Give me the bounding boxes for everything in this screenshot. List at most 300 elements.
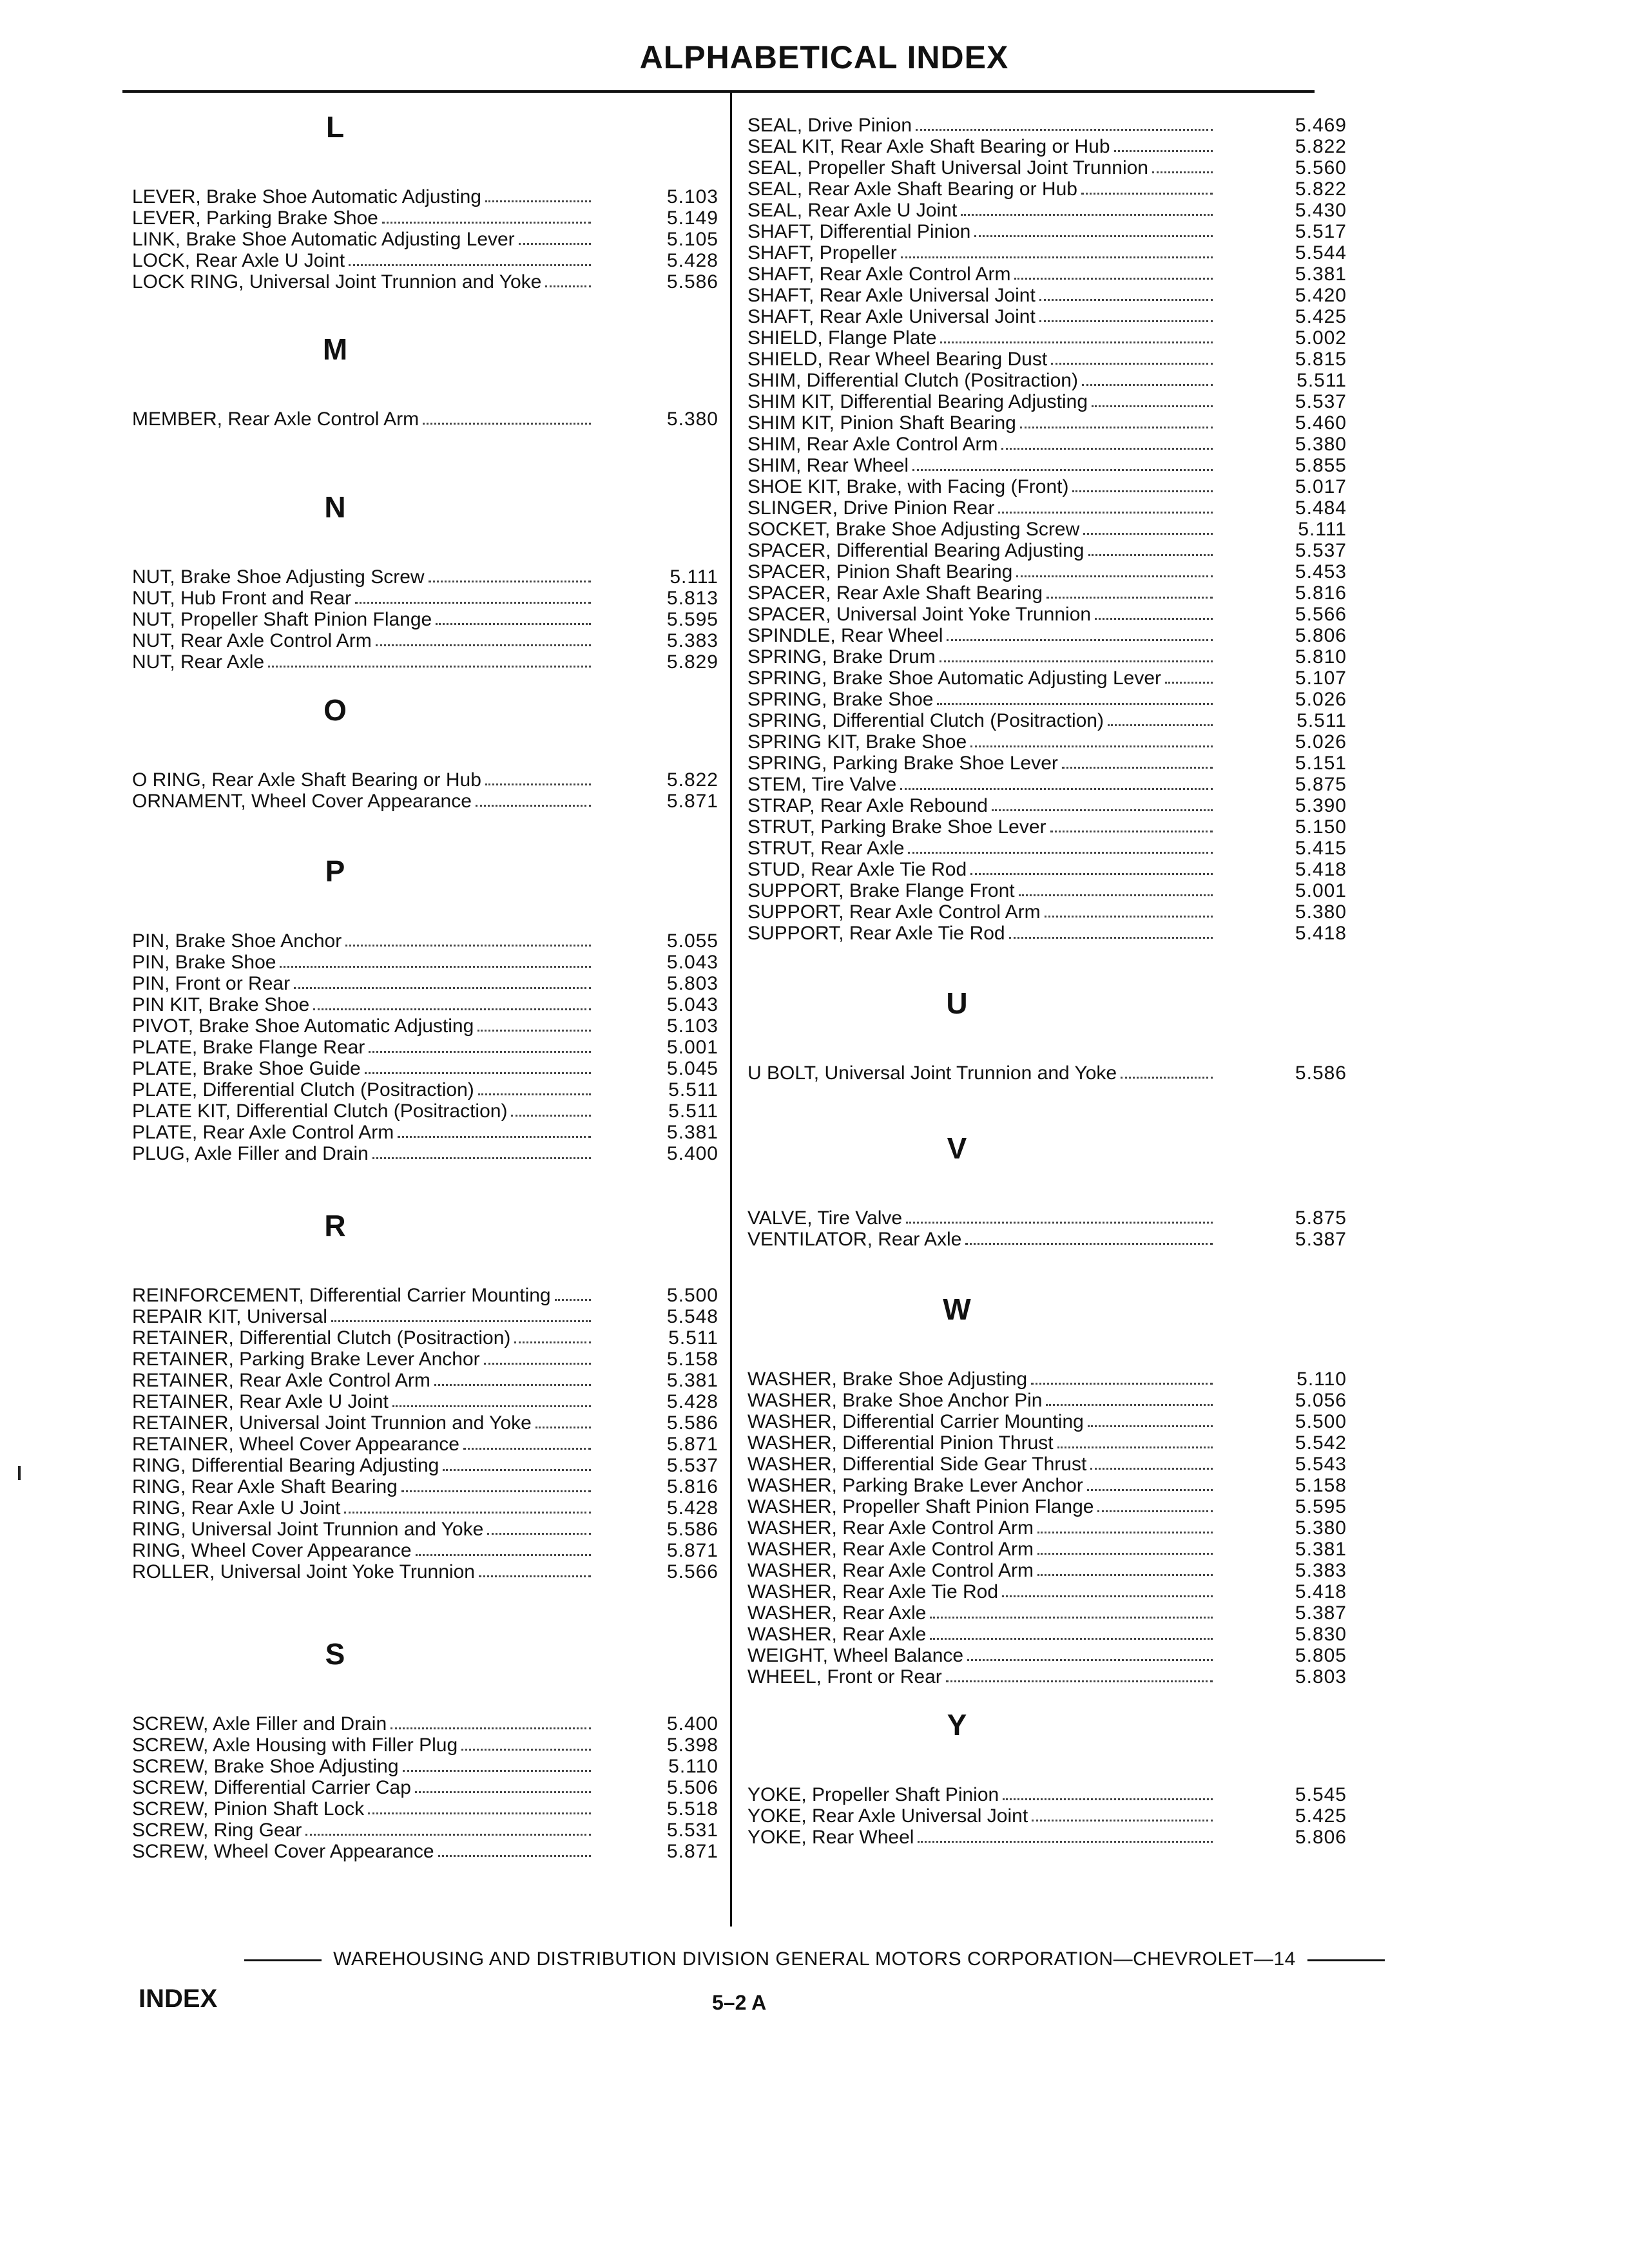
dot-leader xyxy=(403,1770,591,1772)
index-entry xyxy=(747,1207,1353,1229)
entry-page-number: 5.813 xyxy=(666,588,718,609)
entry-name: WASHER, Propeller Shaft Pinion Flange xyxy=(747,1496,1094,1517)
dot-leader xyxy=(1037,1553,1213,1555)
section-letter: S xyxy=(325,1637,345,1671)
dot-leader xyxy=(940,660,1213,662)
entry-name: LOCK RING, Universal Joint Trunnion and Yoke xyxy=(132,271,542,293)
entry-page-number: 5.830 xyxy=(1295,1624,1347,1645)
entry-page-number: 5.829 xyxy=(666,651,718,673)
entry-name: PLATE, Brake Flange Rear xyxy=(132,1037,365,1058)
entry-name: RETAINER, Rear Axle U Joint xyxy=(132,1391,389,1412)
index-entry xyxy=(747,1390,1353,1411)
entry-name: SUPPORT, Brake Flange Front xyxy=(747,880,1015,901)
index-entry xyxy=(747,221,1353,242)
dot-leader xyxy=(1152,171,1213,173)
entry-name: SPACER, Rear Axle Shaft Bearing xyxy=(747,582,1043,604)
entry-page-number: 5.390 xyxy=(1295,795,1347,816)
index-entry xyxy=(132,630,725,651)
entry-name: SCREW, Wheel Cover Appearance xyxy=(132,1841,434,1862)
dot-leader xyxy=(1002,1595,1213,1597)
entry-name: SHIM KIT, Pinion Shaft Bearing xyxy=(747,412,1016,434)
dot-leader xyxy=(372,1157,591,1159)
dot-leader xyxy=(545,285,591,287)
entry-page-number: 5.822 xyxy=(666,769,718,791)
entry-page-number: 5.537 xyxy=(666,1455,718,1476)
dot-leader xyxy=(1014,278,1213,280)
dot-leader xyxy=(930,1638,1213,1640)
index-entry xyxy=(132,791,725,812)
dot-leader xyxy=(1090,1468,1213,1470)
entry-page-number: 5.002 xyxy=(1295,327,1347,349)
entry-page-number: 5.822 xyxy=(1295,136,1347,157)
entry-name: YOKE, Rear Axle Universal Joint xyxy=(747,1805,1028,1827)
entry-name: SPRING, Brake Shoe xyxy=(747,689,934,710)
section-letter: N xyxy=(324,490,346,524)
dot-leader xyxy=(1057,1446,1213,1448)
index-entry xyxy=(747,115,1353,136)
entry-page-number: 5.453 xyxy=(1295,561,1347,582)
entry-page-number: 5.822 xyxy=(1295,178,1347,200)
entry-page-number: 5.805 xyxy=(1295,1645,1347,1666)
entry-page-number: 5.586 xyxy=(1295,1062,1347,1084)
index-entry xyxy=(747,370,1353,391)
entry-page-number: 5.425 xyxy=(1295,1805,1347,1827)
dot-leader xyxy=(1045,916,1213,918)
dot-leader xyxy=(970,873,1213,875)
index-entry xyxy=(747,1666,1353,1687)
dot-leader xyxy=(514,1341,591,1343)
dot-leader xyxy=(1072,490,1213,492)
entry-page-number: 5.871 xyxy=(666,791,718,812)
index-entry xyxy=(132,1122,725,1143)
entry-page-number: 5.056 xyxy=(1295,1390,1347,1411)
dot-leader xyxy=(484,1363,591,1365)
entry-page-number: 5.418 xyxy=(1295,923,1347,944)
entry-name: STRUT, Parking Brake Shoe Lever xyxy=(747,816,1046,838)
dot-leader xyxy=(478,1093,591,1095)
entry-page-number: 5.111 xyxy=(1298,519,1347,540)
dot-leader xyxy=(344,1512,591,1514)
footer-publisher xyxy=(0,1948,1629,1970)
index-entry xyxy=(747,923,1353,944)
index-entry xyxy=(747,1229,1353,1250)
entry-page-number: 5.430 xyxy=(1295,200,1347,221)
entry-page-number: 5.511 xyxy=(1296,710,1347,731)
dot-leader xyxy=(1019,894,1213,896)
entry-page-number: 5.875 xyxy=(1295,1207,1347,1229)
entry-name: SCREW, Axle Housing with Filler Plug xyxy=(132,1735,458,1756)
entry-page-number: 5.425 xyxy=(1295,306,1347,327)
entry-name: SHAFT, Rear Axle Universal Joint xyxy=(747,306,1036,327)
entry-page-number: 5.816 xyxy=(666,1476,718,1497)
entry-name: WHEEL, Front or Rear xyxy=(747,1666,942,1687)
index-entry xyxy=(132,566,725,588)
dot-leader xyxy=(912,469,1213,471)
entry-name: SEAL, Drive Pinion xyxy=(747,115,912,136)
entry-page-number: 5.855 xyxy=(1295,455,1347,476)
entry-page-number: 5.595 xyxy=(1295,1496,1347,1517)
index-entry xyxy=(132,769,725,791)
entry-page-number: 5.500 xyxy=(666,1285,718,1306)
entry-name: WASHER, Differential Carrier Mounting xyxy=(747,1411,1084,1432)
entry-page-number: 5.469 xyxy=(1295,115,1347,136)
entry-name: NUT, Propeller Shaft Pinion Flange xyxy=(132,609,432,630)
entry-name: SUPPORT, Rear Axle Control Arm xyxy=(747,901,1041,923)
entry-name: WASHER, Brake Shoe Adjusting xyxy=(747,1369,1028,1390)
index-entry xyxy=(747,327,1353,349)
entry-name: LEVER, Brake Shoe Automatic Adjusting xyxy=(132,186,481,207)
section-letter: M xyxy=(322,332,348,366)
margin-mark xyxy=(18,1466,21,1480)
dot-leader xyxy=(1087,1489,1213,1491)
index-entry xyxy=(747,774,1353,795)
dot-leader xyxy=(1037,1532,1213,1533)
entry-page-number: 5.815 xyxy=(1295,349,1347,370)
dot-leader xyxy=(1039,320,1213,322)
dot-leader xyxy=(970,745,1213,747)
dot-leader xyxy=(519,243,591,245)
entry-list xyxy=(132,769,725,812)
entry-name: RING, Rear Axle Shaft Bearing xyxy=(132,1476,398,1497)
entry-name: RETAINER, Universal Joint Trunnion and Yoke xyxy=(132,1412,532,1434)
entry-page-number: 5.537 xyxy=(1295,540,1347,561)
index-entry xyxy=(747,646,1353,668)
index-entry xyxy=(132,1285,725,1306)
entry-name: STUD, Rear Axle Tie Rod xyxy=(747,859,967,880)
entry-page-number: 5.400 xyxy=(666,1713,718,1735)
entry-page-number: 5.537 xyxy=(1295,391,1347,412)
entry-page-number: 5.517 xyxy=(1295,221,1347,242)
index-entry xyxy=(132,1735,725,1756)
entry-page-number: 5.816 xyxy=(1295,582,1347,604)
entry-name: SPACER, Universal Joint Yoke Trunnion xyxy=(747,604,1092,625)
entry-page-number: 5.871 xyxy=(666,1540,718,1561)
entry-name: NUT, Brake Shoe Adjusting Screw xyxy=(132,566,425,588)
entry-page-number: 5.380 xyxy=(1295,901,1347,923)
index-entry xyxy=(132,229,725,250)
entry-page-number: 5.428 xyxy=(666,1391,718,1412)
entry-page-number: 5.420 xyxy=(1295,285,1347,306)
dot-leader xyxy=(268,666,591,668)
index-entry xyxy=(747,178,1353,200)
index-entry xyxy=(132,1540,725,1561)
index-entry xyxy=(747,476,1353,497)
dot-leader xyxy=(487,1533,591,1535)
entry-page-number: 5.484 xyxy=(1295,497,1347,519)
entry-name: LOCK, Rear Axle U Joint xyxy=(132,250,345,271)
entry-page-number: 5.803 xyxy=(666,973,718,994)
entry-page-number: 5.871 xyxy=(666,1841,718,1862)
entry-name: PIVOT, Brake Shoe Automatic Adjusting xyxy=(132,1015,474,1037)
entry-name: O RING, Rear Axle Shaft Bearing or Hub xyxy=(132,769,481,791)
dot-leader xyxy=(280,966,591,968)
entry-name: SHAFT, Propeller xyxy=(747,242,897,264)
dot-leader xyxy=(1062,767,1213,769)
dot-leader xyxy=(434,1384,591,1386)
entry-name: WASHER, Rear Axle Control Arm xyxy=(747,1560,1034,1581)
index-entry xyxy=(747,816,1353,838)
entry-name: SHIELD, Flange Plate xyxy=(747,327,937,349)
dot-leader xyxy=(477,1030,591,1032)
dot-leader xyxy=(947,639,1213,641)
index-entry xyxy=(132,973,725,994)
entry-name: PLATE KIT, Differential Clutch (Positraction) xyxy=(132,1100,508,1122)
footer-dash-right xyxy=(1307,1959,1385,1961)
entry-page-number: 5.380 xyxy=(666,408,718,430)
entry-page-number: 5.586 xyxy=(666,1519,718,1540)
section-letter: Y xyxy=(947,1708,967,1742)
entry-list xyxy=(747,115,1353,944)
entry-name: YOKE, Propeller Shaft Pinion xyxy=(747,1784,999,1805)
entry-page-number: 5.103 xyxy=(666,186,718,207)
entry-name: SHAFT, Rear Axle Control Arm xyxy=(747,264,1011,285)
entry-page-number: 5.803 xyxy=(1295,1666,1347,1687)
dot-leader xyxy=(349,264,591,266)
entry-page-number: 5.566 xyxy=(666,1561,718,1582)
entry-page-number: 5.001 xyxy=(666,1037,718,1058)
dot-leader xyxy=(965,1243,1213,1245)
dot-leader xyxy=(1165,682,1213,684)
index-section xyxy=(132,1630,725,1862)
index-section xyxy=(132,1202,725,1582)
entry-page-number: 5.150 xyxy=(1295,816,1347,838)
dot-leader xyxy=(930,1617,1213,1619)
entry-page-number: 5.383 xyxy=(666,630,718,651)
entry-name: SPRING, Differential Clutch (Positraction) xyxy=(747,710,1104,731)
entry-name: REINFORCEMENT, Differential Carrier Mounting xyxy=(132,1285,551,1306)
entry-page-number: 5.511 xyxy=(668,1327,718,1349)
dot-leader xyxy=(415,1791,591,1793)
index-entry xyxy=(132,588,725,609)
dot-leader xyxy=(967,1659,1213,1661)
dot-leader xyxy=(485,200,591,202)
entry-page-number: 5.586 xyxy=(666,1412,718,1434)
index-entry xyxy=(747,497,1353,519)
dot-leader xyxy=(1009,937,1213,939)
index-entry xyxy=(747,625,1353,646)
dot-leader xyxy=(436,623,591,625)
section-letter: V xyxy=(947,1131,967,1165)
dot-leader xyxy=(1037,1574,1213,1576)
entry-page-number: 5.560 xyxy=(1295,157,1347,178)
entry-name: WASHER, Brake Shoe Anchor Pin xyxy=(747,1390,1043,1411)
index-entry xyxy=(747,604,1353,625)
index-entry xyxy=(747,1369,1353,1390)
dot-leader xyxy=(1081,193,1213,195)
entry-page-number: 5.381 xyxy=(1295,264,1347,285)
entry-page-number: 5.415 xyxy=(1295,838,1347,859)
index-entry xyxy=(747,561,1353,582)
dot-leader xyxy=(1020,427,1213,428)
index-entry xyxy=(747,1560,1353,1581)
dot-leader xyxy=(429,581,591,582)
footer-dash-left xyxy=(244,1959,322,1961)
entry-name: SHIM KIT, Differential Bearing Adjusting xyxy=(747,391,1088,412)
index-section xyxy=(132,103,725,293)
entry-name: RETAINER, Rear Axle Control Arm xyxy=(132,1370,430,1391)
index-entry xyxy=(747,1496,1353,1517)
index-entry xyxy=(747,349,1353,370)
index-entry xyxy=(132,408,725,430)
entry-name: SEAL KIT, Rear Axle Shaft Bearing or Hub xyxy=(747,136,1110,157)
entry-name: SUPPORT, Rear Axle Tie Rod xyxy=(747,923,1005,944)
entry-name: SPRING, Brake Shoe Automatic Adjusting Lever xyxy=(747,668,1161,689)
entry-page-number: 5.110 xyxy=(668,1756,718,1777)
entry-name: PIN, Brake Shoe Anchor xyxy=(132,930,342,952)
index-entry xyxy=(747,455,1353,476)
entry-name: SEAL, Rear Axle Shaft Bearing or Hub xyxy=(747,178,1077,200)
index-entry xyxy=(132,609,725,630)
dot-leader xyxy=(305,1834,591,1836)
dot-leader xyxy=(998,512,1213,514)
entry-page-number: 5.055 xyxy=(666,930,718,952)
entry-name: VENTILATOR, Rear Axle xyxy=(747,1229,962,1250)
dot-leader xyxy=(1050,831,1213,832)
dot-leader xyxy=(479,1575,591,1577)
dot-leader xyxy=(1083,533,1213,535)
index-entry xyxy=(132,994,725,1015)
entry-page-number: 5.500 xyxy=(1295,1411,1347,1432)
entry-name: U BOLT, Universal Joint Trunnion and Yoke xyxy=(747,1062,1117,1084)
section-letter: U xyxy=(946,986,968,1020)
entry-page-number: 5.398 xyxy=(666,1735,718,1756)
entry-name: RING, Universal Joint Trunnion and Yoke xyxy=(132,1519,484,1540)
dot-leader xyxy=(365,1072,591,1074)
entry-page-number: 5.151 xyxy=(1295,753,1347,774)
entry-name: REPAIR KIT, Universal xyxy=(132,1306,327,1327)
entry-name: PIN KIT, Brake Shoe xyxy=(132,994,310,1015)
index-entry xyxy=(132,1391,725,1412)
dot-leader xyxy=(937,703,1213,705)
index-entry xyxy=(132,1100,725,1122)
entry-page-number: 5.107 xyxy=(1295,668,1347,689)
dot-leader xyxy=(331,1320,591,1322)
entry-name: SPINDLE, Rear Wheel xyxy=(747,625,943,646)
dot-leader xyxy=(1016,575,1213,577)
entry-page-number: 5.511 xyxy=(668,1079,718,1100)
dot-leader xyxy=(916,129,1213,131)
entry-name: STEM, Tire Valve xyxy=(747,774,897,795)
index-entry xyxy=(747,200,1353,221)
dot-leader xyxy=(974,235,1213,237)
entry-name: PLATE, Rear Axle Control Arm xyxy=(132,1122,394,1143)
entry-page-number: 5.400 xyxy=(666,1143,718,1164)
index-entry xyxy=(747,285,1353,306)
index-entry xyxy=(747,1602,1353,1624)
index-entry xyxy=(132,1841,725,1862)
entry-name: ORNAMENT, Wheel Cover Appearance xyxy=(132,791,472,812)
entry-page-number: 5.105 xyxy=(666,229,718,250)
index-entry xyxy=(132,1713,725,1735)
entry-list xyxy=(132,930,725,1164)
index-entry xyxy=(132,1497,725,1519)
dot-leader xyxy=(1108,724,1213,726)
entry-name: RING, Differential Bearing Adjusting xyxy=(132,1455,439,1476)
dot-leader xyxy=(438,1855,591,1857)
index-entry xyxy=(132,1820,725,1841)
dot-leader xyxy=(940,341,1213,343)
entry-name: NUT, Hub Front and Rear xyxy=(132,588,352,609)
index-section xyxy=(747,979,1353,1084)
entry-page-number: 5.110 xyxy=(1296,1369,1347,1390)
entry-page-number: 5.548 xyxy=(666,1306,718,1327)
dot-leader xyxy=(1092,405,1213,407)
index-entry xyxy=(132,207,725,229)
index-section xyxy=(132,686,725,812)
entry-page-number: 5.810 xyxy=(1295,646,1347,668)
dot-leader xyxy=(1088,554,1213,556)
dot-leader xyxy=(1001,448,1213,450)
entry-page-number: 5.149 xyxy=(666,207,718,229)
entry-page-number: 5.545 xyxy=(1295,1784,1347,1805)
dot-leader xyxy=(1031,1383,1213,1385)
entry-name: SHAFT, Differential Pinion xyxy=(747,221,971,242)
entry-name: WASHER, Rear Axle Control Arm xyxy=(747,1539,1034,1560)
entry-page-number: 5.387 xyxy=(1295,1602,1347,1624)
index-entry xyxy=(747,264,1353,285)
entry-page-number: 5.381 xyxy=(1295,1539,1347,1560)
index-entry xyxy=(747,242,1353,264)
entry-list xyxy=(132,566,725,673)
dot-leader xyxy=(461,1749,591,1751)
index-entry xyxy=(132,1037,725,1058)
entry-page-number: 5.158 xyxy=(666,1349,718,1370)
index-entry xyxy=(747,1454,1353,1475)
entry-name: SOCKET, Brake Shoe Adjusting Screw xyxy=(747,519,1080,540)
entry-page-number: 5.380 xyxy=(1295,1517,1347,1539)
entry-page-number: 5.566 xyxy=(1295,604,1347,625)
dot-leader xyxy=(535,1427,591,1428)
index-entry xyxy=(132,930,725,952)
entry-name: RING, Wheel Cover Appearance xyxy=(132,1540,412,1561)
index-section xyxy=(747,1124,1353,1250)
index-entry xyxy=(747,519,1353,540)
page-title: ALPHABETICAL INDEX xyxy=(639,39,1009,75)
entry-page-number: 5.506 xyxy=(666,1777,718,1798)
index-entry xyxy=(132,1412,725,1434)
dot-leader xyxy=(1082,384,1213,386)
index-entry xyxy=(747,795,1353,816)
index-entry xyxy=(747,1411,1353,1432)
entry-name: MEMBER, Rear Axle Control Arm xyxy=(132,408,419,430)
entry-page-number: 5.383 xyxy=(1295,1560,1347,1581)
section-letter: O xyxy=(323,693,347,727)
entry-name: WASHER, Rear Axle Control Arm xyxy=(747,1517,1034,1539)
entry-name: STRUT, Rear Axle xyxy=(747,838,905,859)
entry-name: SEAL, Propeller Shaft Universal Joint Trunnion xyxy=(747,157,1148,178)
index-entry xyxy=(132,186,725,207)
entry-page-number: 5.542 xyxy=(1295,1432,1347,1454)
dot-leader xyxy=(376,644,591,646)
index-entry xyxy=(132,1777,725,1798)
index-entry xyxy=(132,1756,725,1777)
dot-leader xyxy=(382,222,591,224)
index-entry xyxy=(132,250,725,271)
entry-name: SCREW, Ring Gear xyxy=(132,1820,302,1841)
entry-page-number: 5.511 xyxy=(1296,370,1347,391)
entry-name: SHIELD, Rear Wheel Bearing Dust xyxy=(747,349,1048,370)
index-section xyxy=(747,1701,1353,1848)
index-entry xyxy=(132,1561,725,1582)
entry-page-number: 5.043 xyxy=(666,994,718,1015)
index-entry xyxy=(747,1624,1353,1645)
index-entry xyxy=(132,1434,725,1455)
entry-name: SCREW, Differential Carrier Cap xyxy=(132,1777,411,1798)
index-entry xyxy=(747,1475,1353,1496)
entry-name: SHIM, Rear Wheel xyxy=(747,455,909,476)
dot-leader xyxy=(1051,363,1213,365)
entry-page-number: 5.595 xyxy=(666,609,718,630)
